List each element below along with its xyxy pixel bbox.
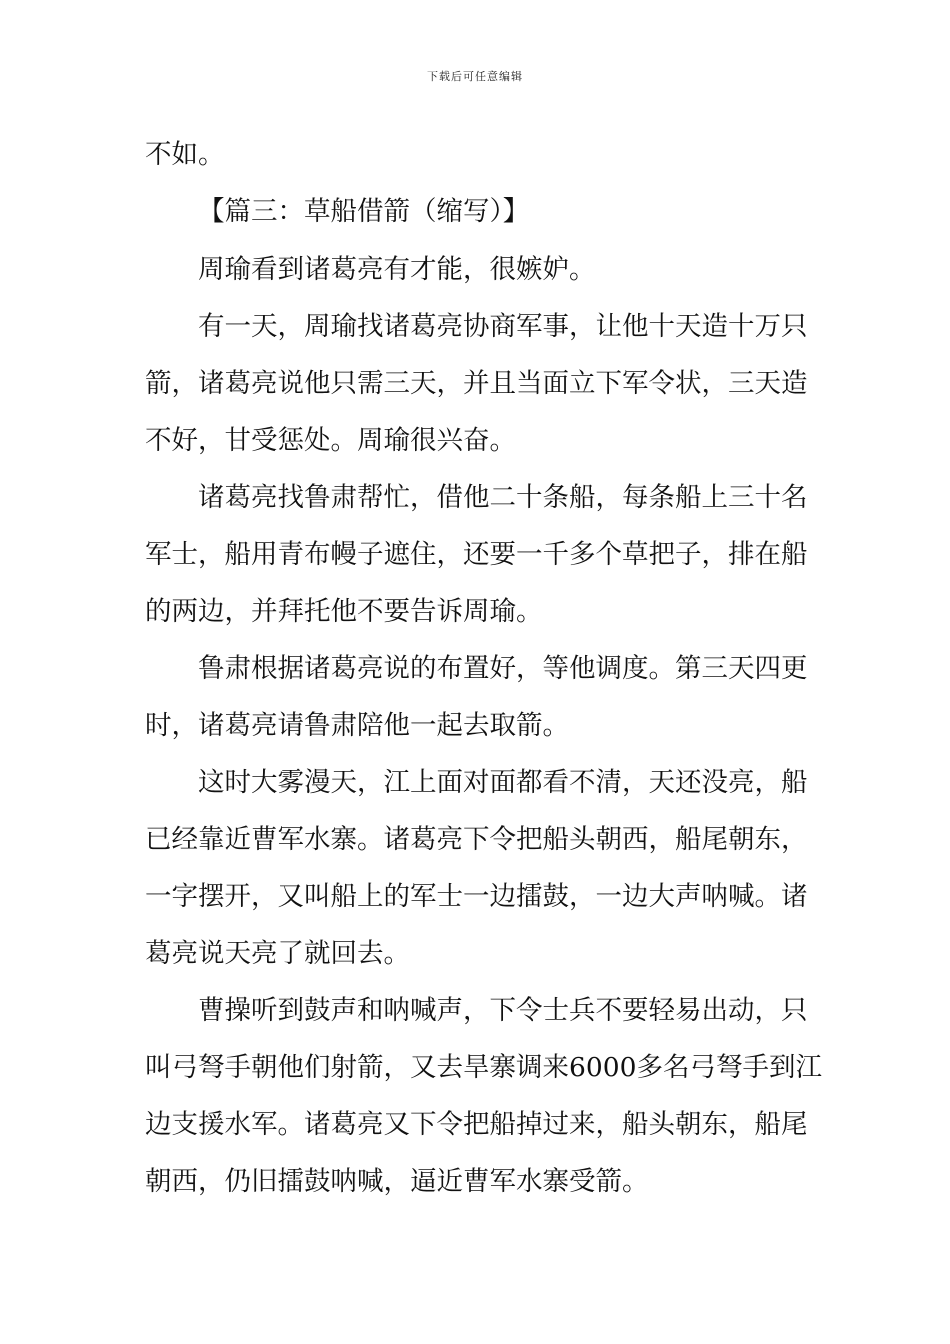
text-line: 曹 操 听 到 鼓 声 和 呐 喊 声 ， 下 令 士 兵 不 要 轻 易 出 动 ， 只 bbox=[198, 995, 808, 1026]
page-header: 下载后可任意编辑 bbox=[427, 70, 523, 83]
text-line: 葛亮说天亮了就回去。 bbox=[145, 938, 410, 969]
text-line: 不好，甘受惩处。周瑜很兴奋。 bbox=[145, 425, 516, 456]
text-line: 朝西，仍旧擂鼓呐喊，逼近曹军水寨受箭。 bbox=[145, 1166, 649, 1197]
section-heading: 【篇三：草船借箭（缩写）】 bbox=[198, 196, 530, 227]
text-line: 有 一 天 ， 周 瑜 找 诸 葛 亮 协 商 军 事 ， 让 他 十 天 造 十 万 只 bbox=[198, 311, 808, 342]
text-line: 时，诸葛亮请鲁肃陪他一起去取箭。 bbox=[145, 710, 569, 741]
text-line: 鲁 肃 根 据 诸 葛 亮 说 的 布 置 好 ， 等 他 调 度 。 第 三 天 四 更 bbox=[198, 653, 808, 684]
text-line: 周瑜看到诸葛亮有才能，很嫉妒。 bbox=[198, 254, 596, 285]
text-line: 的两边，并拜托他不要告诉周瑜。 bbox=[145, 596, 543, 627]
text-line: 箭 ， 诸 葛 亮 说 他 只 需 三 天 ， 并 且 当 面 立 下 军 令 状 ， 三 天 造 bbox=[145, 368, 808, 399]
text-line: 军 士 ， 船 用 青 布 幔 子 遮 住 ， 还 要 一 千 多 个 草 把 子 ， 排 在 船 bbox=[145, 539, 808, 570]
document-body bbox=[145, 126, 822, 1210]
text-line: 诸 葛 亮 找 鲁 肃 帮 忙 ， 借 他 二 十 条 船 ， 每 条 船 上 三 十 名 bbox=[198, 482, 808, 513]
text-line: 已 经 靠 近 曹 军 水 寨 。 诸 葛 亮 下 令 把 船 头 朝 西 ， 船 尾 朝 东 ， bbox=[145, 824, 808, 855]
text-line: 边 支 援 水 军 。 诸 葛 亮 又 下 令 把 船 掉 过 来 ， 船 头 朝 东 ， 船 尾 bbox=[145, 1109, 808, 1140]
text-line: 叫 弓 弩 手 朝 他 们 射 箭 ， 又 去 旱 寨 调 来 6000 多 名 弓 弩 手 到 江 bbox=[145, 1052, 822, 1083]
text-line: 不如。 bbox=[145, 139, 225, 170]
text-line: 一 字 摆 开 ， 又 叫 船 上 的 军 士 一 边 擂 鼓 ， 一 边 大 声 呐 喊 。 诸 bbox=[145, 881, 808, 912]
text-line: 这 时 大 雾 漫 天 ， 江 上 面 对 面 都 看 不 清 ， 天 还 没 亮 ， 船 bbox=[198, 767, 808, 798]
